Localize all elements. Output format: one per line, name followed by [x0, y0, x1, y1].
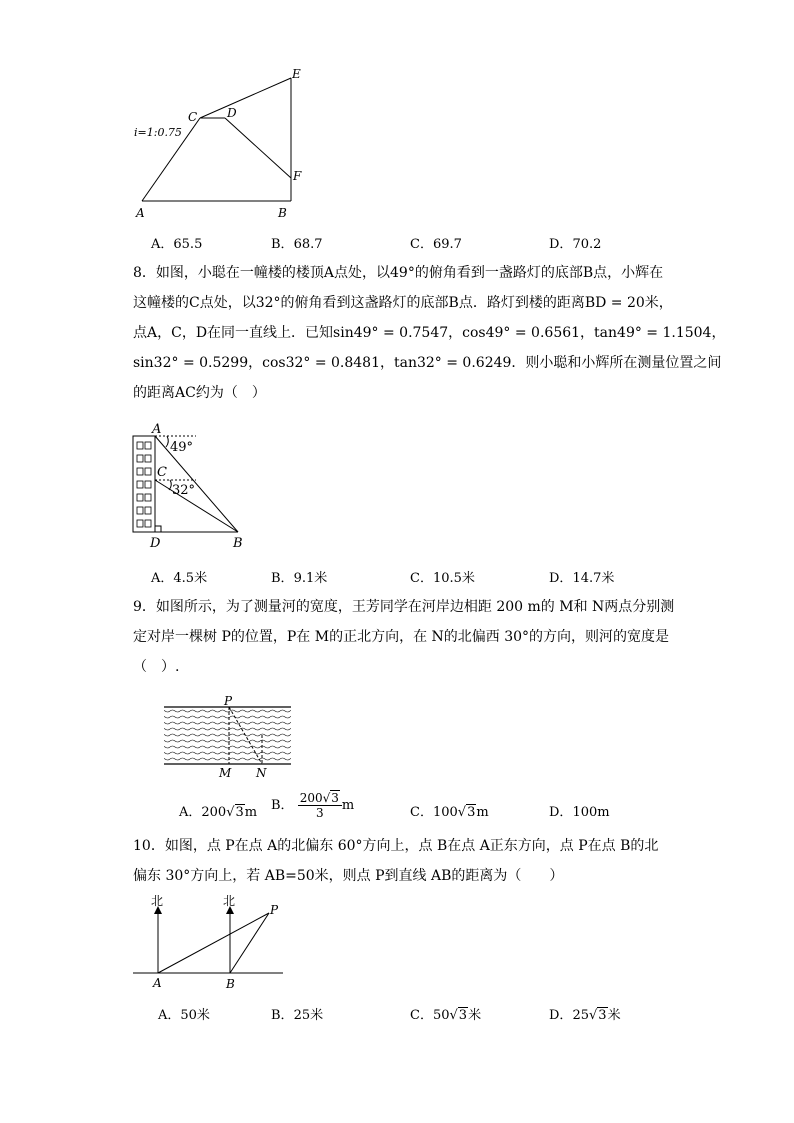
- q8-line-3: 点A，C，D在同一直线上．已知sin49° = 0.7547，cos49° = 0.6561，tan49° = 1.1504，: [133, 325, 726, 341]
- q9-option-d[interactable]: D．100m: [549, 805, 610, 820]
- q10-figure: [128, 888, 288, 993]
- q10-north-label-2: 北: [223, 894, 236, 908]
- q7-point-e: E: [292, 67, 301, 81]
- q9-option-b[interactable]: B． $\frac{200√3}{3}$ m: [271, 791, 355, 820]
- q10-stem: [133, 831, 673, 891]
- q7-point-c: C: [188, 110, 198, 124]
- q8-point-d: D: [150, 536, 161, 551]
- q9-option-c[interactable]: C．100√3m: [410, 805, 489, 820]
- q9-option-a[interactable]: A．200√3m: [179, 805, 258, 820]
- q9-figure: [160, 692, 294, 780]
- q9-line-2: 定对岸一棵树 P的位置，P在 M的正北方向，在 N的北偏西 30°的方向，则河的宽度是: [133, 629, 670, 645]
- q10-line-1: 10．如图，点 P在点 A的北偏东 60°方向上，点 B在点 A正东方向，点 P在点 B的北: [133, 838, 659, 854]
- q8-point-a: A: [152, 422, 162, 437]
- q8-line-5: 的距离AC约为（ ）: [133, 385, 266, 401]
- q7-figure: [128, 62, 318, 222]
- q8-point-b: B: [233, 536, 243, 551]
- q8-point-c: C: [157, 465, 167, 480]
- q7-point-b: B: [278, 206, 287, 220]
- q8-option-c[interactable]: C．10.5米: [410, 571, 475, 586]
- q8-angle-49: 49°: [170, 440, 194, 455]
- q9-line-1: 9．如图所示，为了测量河的宽度，王芳同学在河岸边相距 200 m的 M和 N两点分别测: [133, 599, 675, 615]
- q8-option-a[interactable]: A．4.5米: [151, 571, 208, 586]
- q9-point-n: N: [256, 766, 267, 780]
- q7-option-a[interactable]: A．65.5: [151, 237, 203, 252]
- q10-option-c[interactable]: C．50√3米: [410, 1008, 482, 1023]
- q7-slope-label: i=1:0.75: [134, 126, 182, 139]
- q10-option-a[interactable]: A．50米: [158, 1008, 210, 1023]
- q7-point-f: F: [293, 169, 302, 183]
- q7-option-c[interactable]: C．69.7: [410, 237, 462, 252]
- q10-point-b: B: [226, 977, 235, 991]
- q8-option-b[interactable]: B．9.1米: [271, 571, 328, 586]
- q10-option-d[interactable]: D．25√3米: [549, 1008, 621, 1023]
- q8-line-1: 8．如图，小聪在一幢楼的楼顶A点处，以49°的俯角看到一盏路灯的底部B点，小辉在: [133, 265, 664, 281]
- q8-figure: [128, 420, 258, 555]
- q10-north-label-1: 北: [151, 894, 164, 908]
- q7-option-b[interactable]: B．68.7: [271, 237, 323, 252]
- q9-point-p: P: [224, 694, 233, 708]
- q8-stem: [133, 258, 726, 408]
- q10-point-p: P: [270, 903, 279, 917]
- q8-line-2: 这幢楼的C点处，以32°的俯角看到这盏路灯的底部B点．路灯到楼的距离BD = 20米，: [133, 295, 673, 311]
- q7-point-a: A: [136, 206, 145, 220]
- q10-option-b[interactable]: B．25米: [271, 1008, 324, 1023]
- q8-line-4: sin32° = 0.5299，cos32° = 0.8481，tan32° = 0.6249．则小聪和小辉所在测量位置之间: [133, 355, 722, 371]
- q10-line-2: 偏东 30°方向上，若 AB=50米，则点 P到直线 AB的距离为（ ）: [133, 868, 564, 884]
- q9-line-3: （ ）.: [133, 659, 180, 675]
- q7-point-d: D: [227, 106, 237, 120]
- q7-option-d[interactable]: D．70.2: [549, 237, 602, 252]
- q10-point-a: A: [153, 976, 162, 990]
- q9-point-m: M: [219, 766, 232, 780]
- q8-angle-32: 32°: [172, 483, 196, 498]
- q8-option-d[interactable]: D．14.7米: [549, 571, 615, 586]
- q9-stem: [133, 592, 673, 682]
